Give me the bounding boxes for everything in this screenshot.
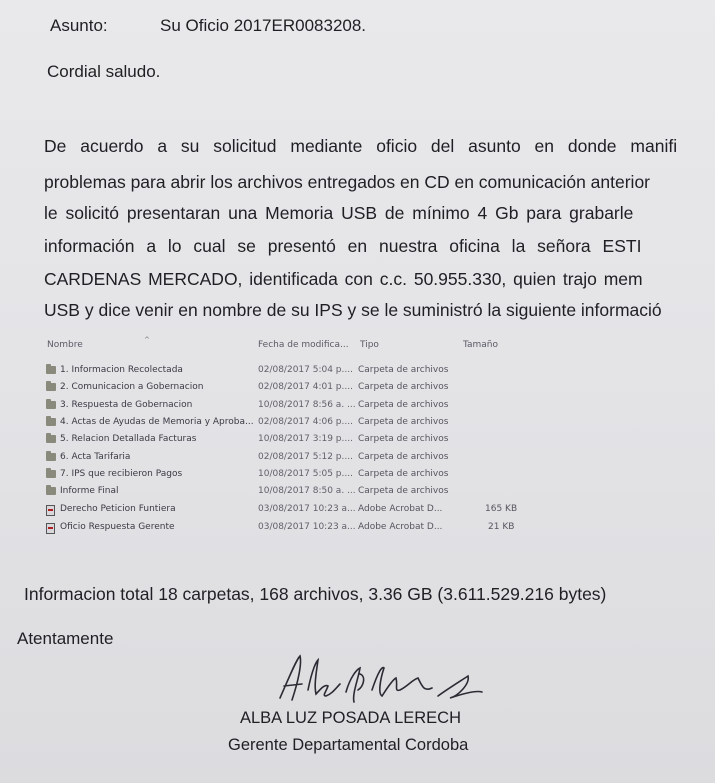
file-type: Carpeta de archivos (358, 469, 449, 479)
file-date: 02/08/2017 5:04 p.... (258, 365, 353, 375)
file-row[interactable] (40, 486, 560, 503)
folder-icon (46, 487, 56, 495)
file-row[interactable] (40, 400, 560, 417)
file-row[interactable] (40, 382, 560, 399)
folder-icon (46, 418, 56, 426)
file-date: 10/08/2017 8:50 a. ... (258, 486, 356, 496)
file-type: Carpeta de archivos (358, 486, 449, 496)
file-date: 02/08/2017 5:12 p.... (258, 452, 353, 462)
file-size: 165 KB (485, 504, 518, 514)
column-header-type[interactable]: Tipo (360, 340, 379, 350)
file-row[interactable] (40, 452, 560, 469)
body-line: CARDENAS MERCADO, identificada con c.c. 50.955.330, quien trajo mem (44, 269, 643, 289)
folder-icon (46, 470, 56, 478)
greeting: Cordial saludo. (47, 62, 161, 81)
file-name: Derecho Peticion Funtiera (60, 504, 176, 514)
file-row[interactable] (40, 522, 560, 539)
pdf-icon (46, 505, 55, 516)
folder-icon (46, 366, 56, 374)
file-date: 03/08/2017 10:23 a... (258, 522, 356, 532)
file-row[interactable] (40, 469, 560, 486)
closing: Atentamente (17, 629, 114, 648)
signatory-name: ALBA LUZ POSADA LERECH (240, 709, 462, 727)
file-date: 10/08/2017 5:05 p.... (258, 469, 353, 479)
file-row[interactable] (40, 365, 560, 382)
file-date: 10/08/2017 3:19 p.... (258, 434, 353, 444)
signatory-title: Gerente Departamental Cordoba (228, 736, 469, 754)
subject-label: Asunto: (50, 16, 108, 35)
sort-caret-icon: ^ (144, 336, 150, 344)
file-type: Carpeta de archivos (358, 452, 449, 462)
file-name: 7. IPS que recibieron Pagos (60, 469, 183, 479)
file-listing (40, 336, 560, 550)
file-type: Carpeta de archivos (358, 434, 449, 444)
folder-summary: Informacion total 18 carpetas, 168 archivos, 3.36 GB (3.611.529.216 bytes) (24, 584, 607, 604)
file-date: 10/08/2017 8:56 a. ... (258, 400, 356, 410)
body-line: problemas para abrir los archivos entregados en CD en comunicación anterior (44, 172, 651, 192)
folder-icon (46, 401, 56, 409)
folder-icon (46, 435, 56, 443)
pdf-icon (46, 523, 55, 534)
file-type: Carpeta de archivos (358, 417, 449, 427)
column-header-name[interactable]: Nombre (47, 340, 83, 350)
body-line: USB y dice venir en nombre de su IPS y se le suministró la siguiente informació (44, 300, 662, 320)
column-header-date[interactable]: Fecha de modifica... (258, 340, 349, 350)
file-date: 02/08/2017 4:01 p.... (258, 382, 353, 392)
file-date: 03/08/2017 10:23 a... (258, 504, 356, 514)
folder-icon (46, 453, 56, 461)
file-date: 02/08/2017 4:06 p.... (258, 417, 353, 427)
file-row[interactable] (40, 504, 560, 521)
file-type: Carpeta de archivos (358, 365, 449, 375)
column-header-size[interactable]: Tamaño (463, 340, 499, 350)
file-name: 4. Actas de Ayudas de Memoria y Aproba... (60, 417, 254, 427)
subject-value: Su Oficio 2017ER0083208. (160, 16, 367, 35)
file-name: 2. Comunicacion a Gobernacion (60, 382, 204, 392)
body-line: De acuerdo a su solicitud mediante oficio del asunto en donde manifi (44, 136, 678, 156)
file-name: Informe Final (60, 486, 119, 496)
body-line: información a lo cual se presentó en nuestra oficina la señora ESTI (44, 236, 642, 256)
file-size: 21 KB (488, 522, 515, 532)
file-row[interactable] (40, 434, 560, 451)
file-name: 3. Respuesta de Gobernacion (60, 400, 193, 410)
file-name: 5. Relacion Detallada Facturas (60, 434, 197, 444)
folder-icon (46, 383, 56, 391)
file-type: Carpeta de archivos (358, 382, 449, 392)
body-line: le solicitó presentaran una Memoria USB de mínimo 4 Gb para grabarle (44, 203, 634, 223)
file-name: 6. Acta Tarifaria (60, 452, 131, 462)
file-type: Adobe Acrobat D... (358, 522, 443, 532)
file-row[interactable] (40, 417, 560, 434)
file-type: Adobe Acrobat D... (358, 504, 443, 514)
file-name: Oficio Respuesta Gerente (60, 522, 175, 532)
file-name: 1. Informacion Recolectada (60, 365, 183, 375)
file-type: Carpeta de archivos (358, 400, 449, 410)
